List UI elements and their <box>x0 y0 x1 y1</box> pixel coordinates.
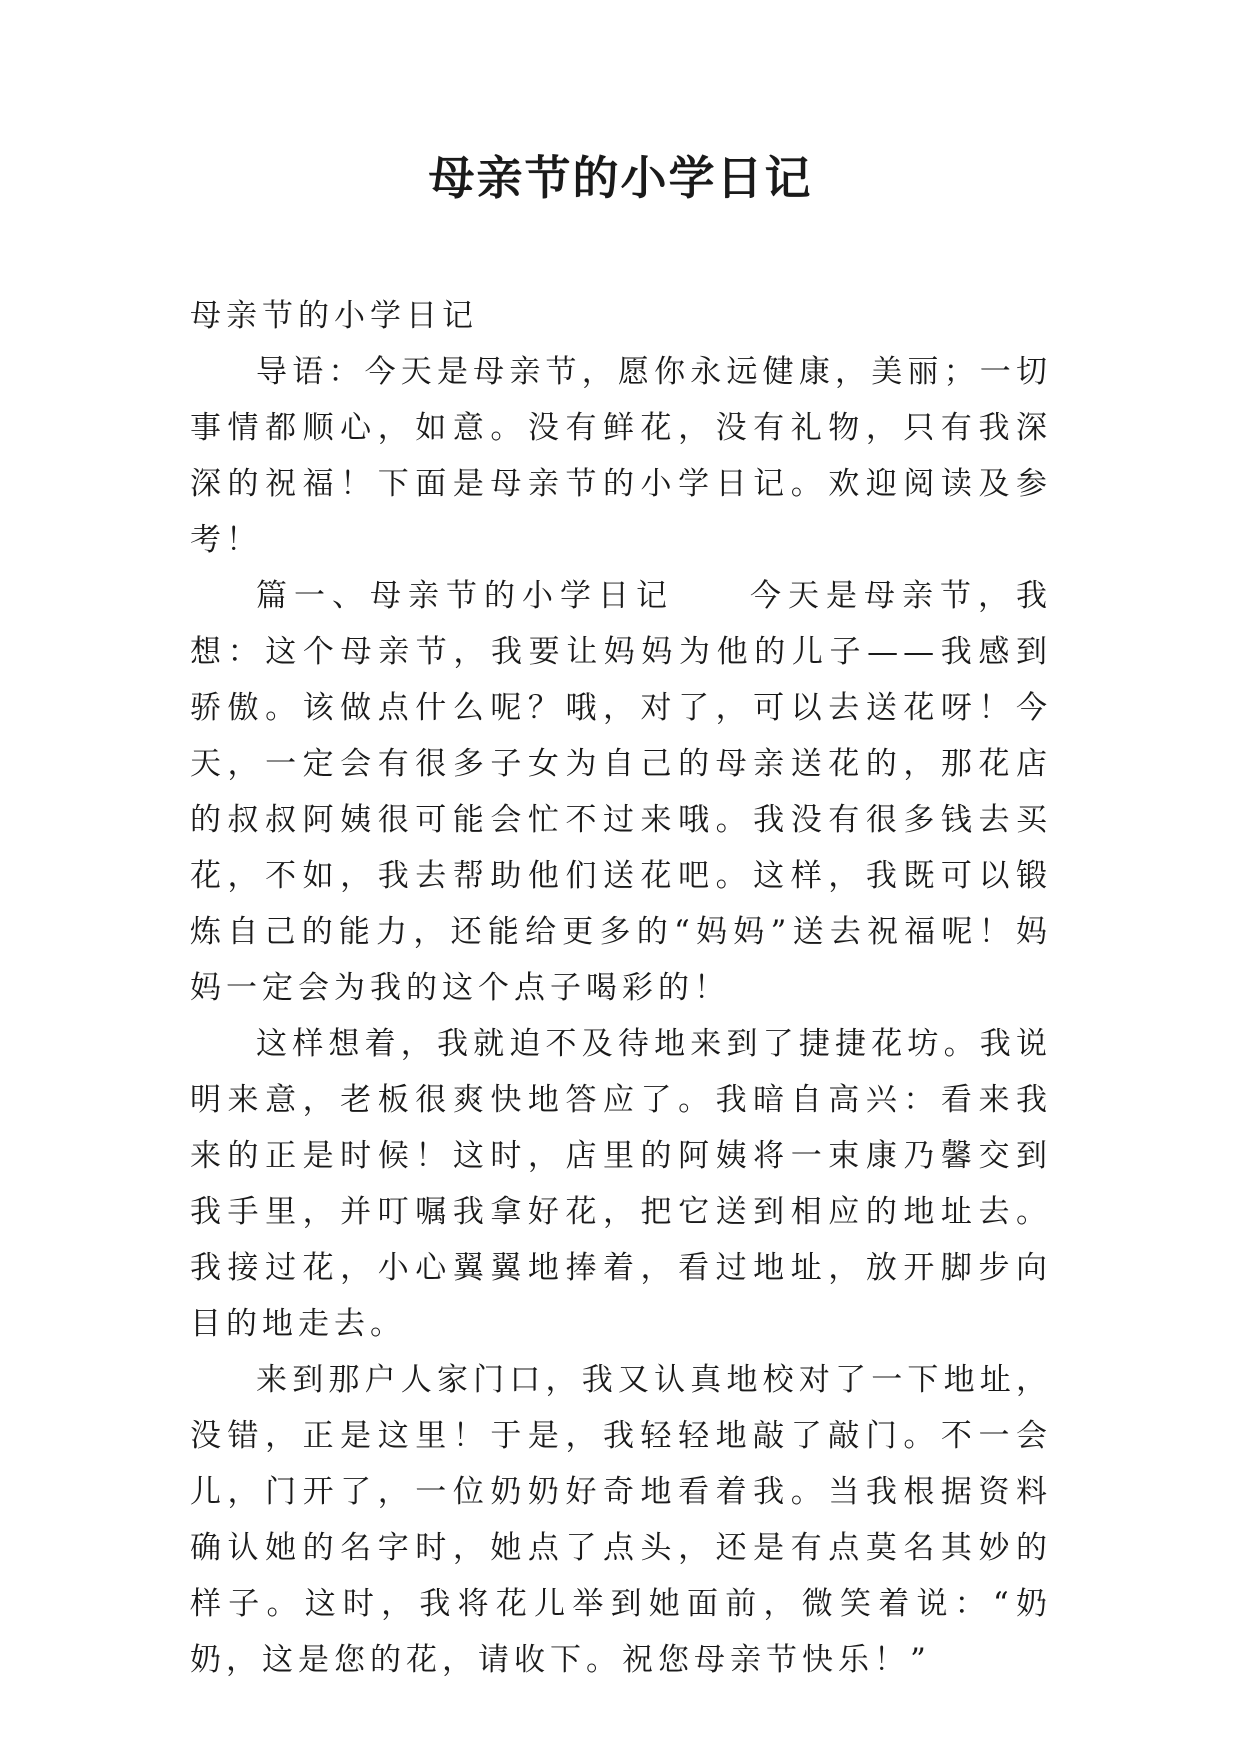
paragraph-chapter-one: 篇一、母亲节的小学日记 今天是母亲节，我想：这个母亲节，我要让妈妈为他的儿子——我感到骄傲。该做点什么呢？哦，对了，可以去送花呀！今天，一定会有很多子女为自己的母亲送花的，那花店的叔叔阿姨很可能会忙不过来哦。我没有很多钱去买花，不如，我去帮助他们送花吧。这样，我既可以锻炼自己的能力，还能给更多的“妈妈”送去祝福呢！妈妈一定会为我的这个点子喝彩的！ <box>190 578 1052 1006</box>
paragraph-flower-shop: 这样想着，我就迫不及待地来到了捷捷花坊。我说明来意，老板很爽快地答应了。我暗自高兴：看来我来的正是时候！这时，店里的阿姨将一束康乃馨交到我手里，并叮嘱我拿好花，把它送到相应的地址去。我接过花，小心翼翼地捧着，看过地址，放开脚步向目的地走去。 <box>190 1026 1052 1342</box>
paragraph-intro: 导语：今天是母亲节，愿你永远健康，美丽；一切事情都顺心，如意。没有鲜花，没有礼物，只有我深深的祝福！下面是母亲节的小学日记。欢迎阅读及参考！ <box>190 354 1052 558</box>
document-body <box>190 288 1052 1688</box>
document-subtitle: 母亲节的小学日记 <box>190 298 478 334</box>
document-title: 母亲节的小学日记 <box>428 151 813 205</box>
paragraph-delivery: 来到那户人家门口，我又认真地校对了一下地址，没错，正是这里！于是，我轻轻地敲了敲门。不一会儿，门开了，一位奶奶好奇地看着我。当我根据资料确认她的名字时，她点了点头，还是有点莫名其妙的样子。这时，我将花儿举到她面前，微笑着说：“奶奶，这是您的花，请收下。祝您母亲节快乐！” <box>190 1362 1052 1678</box>
